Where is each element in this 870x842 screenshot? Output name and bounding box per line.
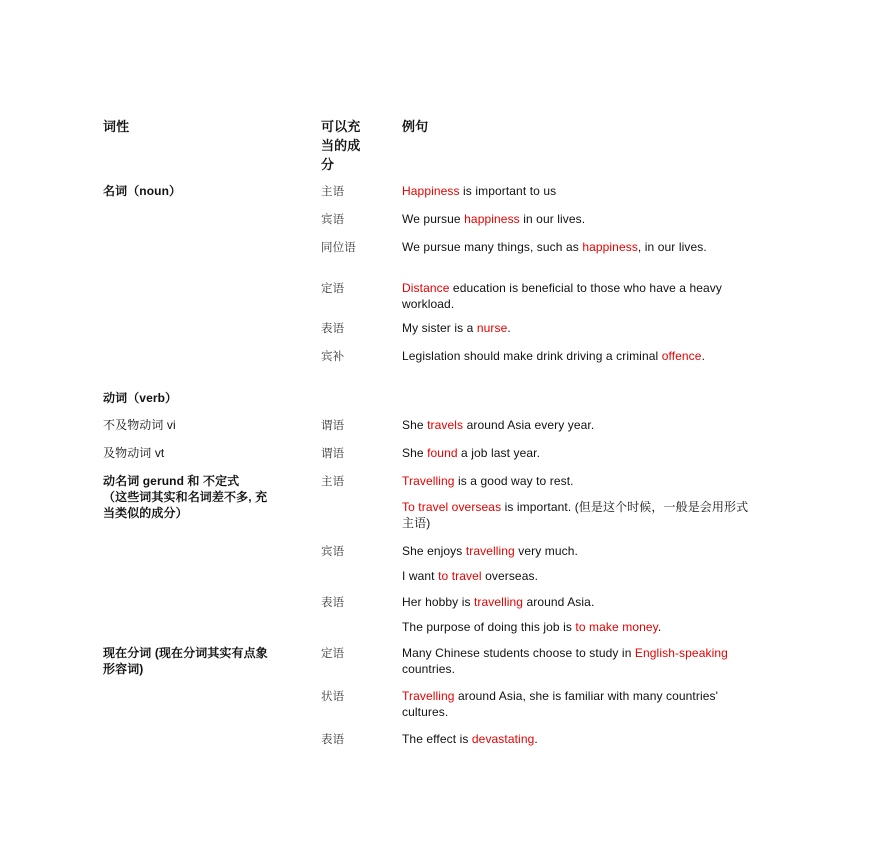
role-cell: 状语 (321, 689, 345, 703)
example-sentence (402, 619, 757, 635)
example-text: Her hobby is (402, 595, 474, 609)
highlight-word: travelling (474, 595, 524, 609)
category-gerund-infinitive (103, 473, 318, 521)
highlight-word: found (427, 446, 458, 460)
example-text: countries. (402, 662, 456, 676)
highlight-word: nurse (476, 321, 508, 335)
example-text: My sister is a (402, 321, 477, 335)
header-sentence-role (321, 117, 381, 174)
highlight-word: to make money (575, 620, 658, 634)
role-cell: 表语 (321, 595, 345, 609)
role-cell: 谓语 (321, 446, 345, 460)
highlight-word: Happiness (402, 184, 460, 198)
example-sentence (402, 688, 757, 720)
example-sentence (402, 594, 757, 610)
example-text: very much. (514, 544, 578, 558)
highlight-word: travels (427, 418, 464, 432)
example-text: is important. (但是这个时候，一般是会用形式主语) (402, 500, 749, 530)
category-gerund-line: （这些词其实和名词差不多, 充 (103, 490, 268, 504)
example-sentence (402, 645, 757, 677)
example-text: . (701, 349, 705, 363)
example-text: . (507, 321, 511, 335)
role-cell: 宾语 (321, 212, 345, 226)
highlight-word: devastating (471, 732, 535, 746)
highlight-word: travelling (465, 544, 515, 558)
example-text: She (402, 446, 428, 460)
example-sentence (402, 211, 757, 227)
example-text: She enjoys (402, 544, 466, 558)
header-role-line: 分 (321, 157, 335, 172)
category-participle-line: 形容词) (103, 662, 144, 676)
highlight-word: Travelling (402, 689, 455, 703)
example-text: She (402, 418, 428, 432)
category-gerund-line: 当类似的成分） (103, 506, 188, 520)
example-text: around Asia. (523, 595, 595, 609)
category-transitive-verb: 及物动词 vt (103, 446, 165, 460)
example-text: The purpose of doing this job is (402, 620, 576, 634)
example-text: . (657, 620, 662, 634)
example-text: a job last year. (457, 446, 541, 460)
example-sentence (402, 320, 757, 336)
example-sentence (402, 280, 757, 312)
role-cell: 定语 (321, 646, 345, 660)
highlight-word: to travel (438, 569, 482, 583)
example-sentence (402, 417, 757, 433)
highlight-word: Distance (402, 281, 450, 295)
category-verb: 动词（verb） (103, 391, 178, 405)
role-cell: 宾补 (321, 349, 345, 363)
highlight-word: Travelling (402, 474, 455, 488)
header-example: 例句 (402, 119, 429, 134)
example-text: The effect is (402, 732, 472, 746)
category-participle-line: 现在分词 (现在分词其实有点象 (103, 646, 268, 660)
example-text: is important to us (459, 184, 557, 198)
example-sentence (402, 568, 757, 584)
role-cell: 宾语 (321, 544, 345, 558)
highlight-word: To travel overseas (402, 500, 502, 514)
role-cell: 主语 (321, 184, 345, 198)
example-text: around Asia, she is familiar with many countries' cultures. (402, 689, 718, 719)
category-intransitive-verb: 不及物动词 vi (103, 418, 176, 432)
example-sentence (402, 499, 757, 531)
example-sentence (402, 731, 757, 747)
example-text: We pursue (402, 212, 465, 226)
highlight-word: happiness (464, 212, 520, 226)
example-text: is a good way to rest. (454, 474, 574, 488)
example-text: Many Chinese students choose to study in (402, 646, 635, 660)
category-present-participle (103, 645, 318, 677)
role-cell: 谓语 (321, 418, 345, 432)
category-noun: 名词（noun） (103, 184, 182, 198)
example-text: I want (402, 569, 439, 583)
header-part-of-speech: 词性 (103, 119, 130, 134)
role-cell: 主语 (321, 474, 345, 488)
example-text: in our lives. (519, 212, 586, 226)
role-cell: 表语 (321, 321, 345, 335)
example-sentence (402, 239, 757, 255)
category-gerund-line: 动名词 gerund 和 不定式 (103, 474, 240, 488)
example-sentence (402, 183, 757, 199)
example-sentence (402, 473, 757, 489)
example-text: . (534, 732, 538, 746)
highlight-word: English-speaking (634, 646, 728, 660)
example-text: Legislation should make drink driving a criminal (402, 349, 662, 363)
example-text: around Asia every year. (463, 418, 595, 432)
example-text: overseas. (481, 569, 539, 583)
role-cell: 定语 (321, 281, 345, 295)
highlight-word: offence (661, 349, 702, 363)
example-sentence (402, 445, 757, 461)
example-text: , in our lives. (637, 240, 707, 254)
role-cell: 同位语 (321, 240, 356, 254)
example-text: education is beneficial to those who have a heavy workload. (402, 281, 723, 311)
header-role-line: 当的成 (321, 138, 361, 153)
role-cell: 表语 (321, 732, 345, 746)
header-role-line: 可以充 (321, 119, 361, 134)
example-sentence (402, 543, 757, 559)
example-sentence (402, 348, 757, 364)
highlight-word: happiness (582, 240, 638, 254)
example-text: We pursue many things, such as (402, 240, 583, 254)
